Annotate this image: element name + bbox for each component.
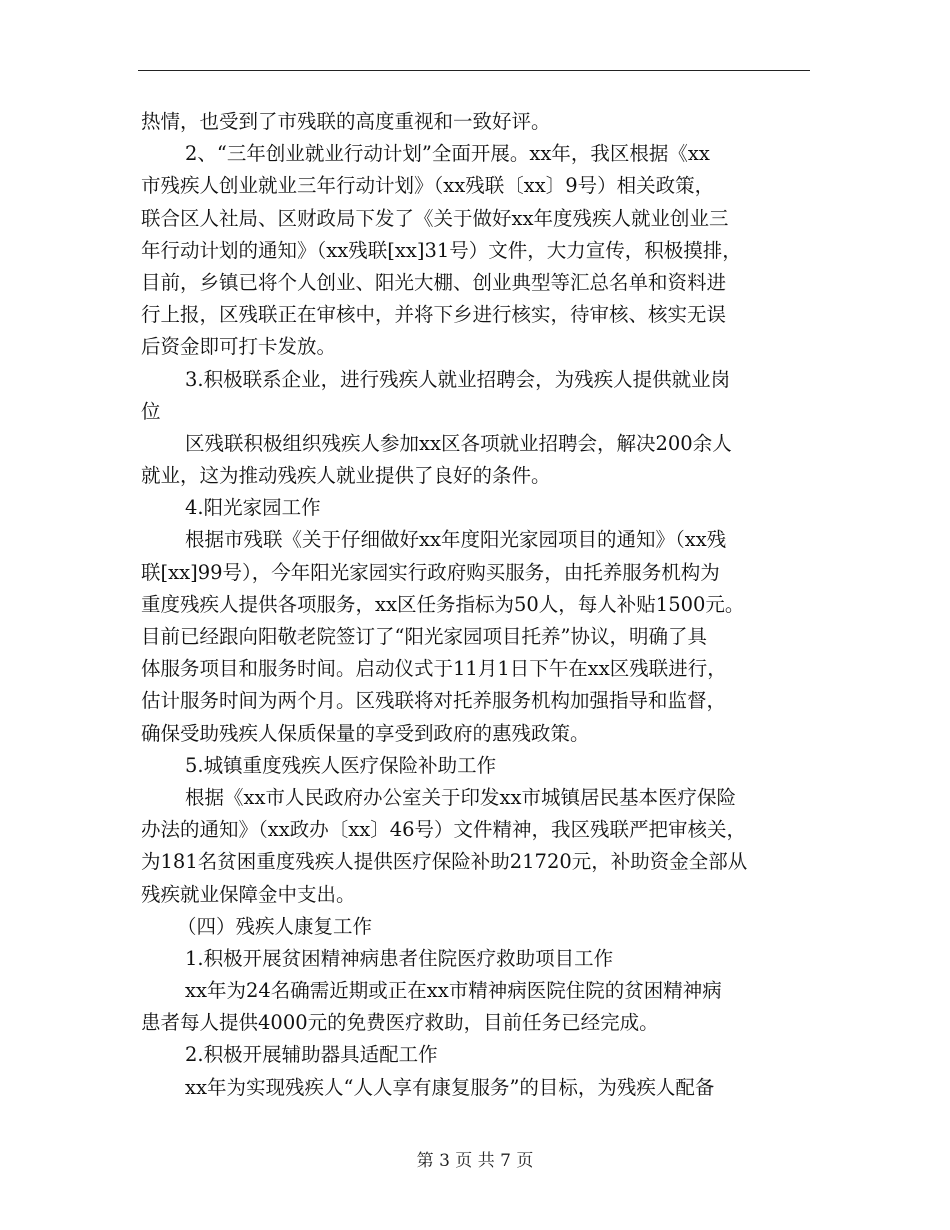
section-heading: 2.积极开展辅助器具适配工作 <box>185 1043 438 1067</box>
section-heading: 3.积极联系企业，进行残疾人就业招聘会，为残疾人提供就业岗 <box>185 367 731 391</box>
paragraph-start: xx年为24名确需近期或正在xx市精神病医院住院的贫困精神病 <box>185 979 722 1003</box>
paragraph-start: 根据《xx市人民政府办公室关于印发xx市城镇居民基本医疗保险 <box>185 785 736 809</box>
text-line: 年行动计划的通知》（xx残联[xx]31号）文件，大力宣传，积极摸排， <box>141 238 742 262</box>
document-body <box>141 106 813 1104</box>
text-line: 办法的通知》（xx政办〔xx〕46号）文件精神，我区残联严把审核关， <box>141 818 747 842</box>
paragraph-start: 2、“三年创业就业行动计划”全面开展。xx年，我区根据《xx <box>185 142 710 166</box>
paragraph-start: 根据市残联《关于仔细做好xx年度阳光家园项目的通知》（xx残 <box>185 528 727 552</box>
text-line: 市残疾人创业就业三年行动计划》（xx残联〔xx〕9号）相关政策， <box>141 174 715 198</box>
text-line: 患者每人提供4000元的免费医疗救助，目前任务已经完成。 <box>141 1011 659 1035</box>
section-heading: 1.积极开展贫困精神病患者住院医疗救助项目工作 <box>185 946 614 970</box>
text-line: 目前，乡镇已将个人创业、阳光大棚、创业典型等汇总名单和资料进 <box>141 270 727 294</box>
text-line: 后资金即可打卡发放。 <box>141 335 337 359</box>
text-line: 联合区人社局、区财政局下发了《关于做好xx年度残疾人就业创业三 <box>141 206 729 230</box>
paragraph-start: xx年为实现残疾人“人人享有康复服务”的目标，为残疾人配备 <box>185 1075 715 1099</box>
header-rule <box>138 70 810 71</box>
text-line: 位 <box>141 399 161 423</box>
page-number: 第 3 页 共 7 页 <box>416 1151 534 1171</box>
text-line: 目前已经跟向阳敬老院签订了“阳光家园项目托养”协议，明确了具 <box>141 625 707 648</box>
text-line: 行上报，区残联正在审核中，并将下乡进行核实，待审核、核实无误 <box>141 303 727 327</box>
text-line: 联[xx]99号），今年阳光家园实行政府购买服务，由托养服务机构为 <box>141 560 720 584</box>
text-line: 估计服务时间为两个月。区残联将对托养服务机构加强指导和监督， <box>141 689 727 713</box>
text-line: 就业，这为推动残疾人就业提供了良好的条件。 <box>141 464 551 488</box>
section-heading: 4.阳光家园工作 <box>185 496 321 520</box>
text-line: 重度残疾人提供各项服务，xx区任务指标为50人，每人补贴1500元。 <box>141 592 745 616</box>
chapter-heading: （四）残疾人康复工作 <box>177 914 373 938</box>
section-heading: 5.城镇重度残疾人医疗保险补助工作 <box>185 753 497 777</box>
text-line: 为181名贫困重度残疾人提供医疗保险补助21720元，补助资金全部从 <box>141 850 748 874</box>
text-line: 残疾就业保障金中支出。 <box>141 882 356 906</box>
text-line: 体服务项目和服务时间。启动仪式于11月1日下午在xx区残联进行， <box>141 657 727 681</box>
text-line: 确保受助残疾人保质保量的享受到政府的惠残政策。 <box>141 721 590 745</box>
paragraph-start: 区残联积极组织残疾人参加xx区各项就业招聘会，解决200余人 <box>185 431 732 455</box>
text-line: 热情，也受到了市残联的高度重视和一致好评。 <box>141 110 551 133</box>
